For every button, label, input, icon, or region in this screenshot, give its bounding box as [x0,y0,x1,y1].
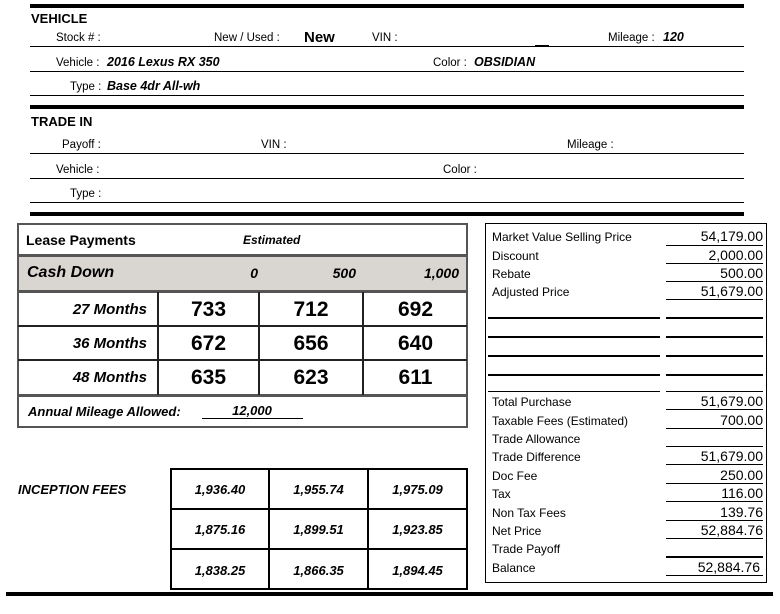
vehicle-value[interactable]: 2016 Lexus RX 350 [107,55,220,69]
cash-down-option-1[interactable]: 0 [250,265,258,281]
inception-fee-r1-c1[interactable]: 1,936.40 [194,482,246,497]
term-27-label: 27 Months [72,301,147,318]
blank-line-3-left [488,355,660,357]
trade-allowance-label: Trade Allowance [492,432,581,446]
discount-underline [666,263,763,264]
blank-line-4-left [488,374,660,376]
trade-vin-label: VIN : [261,139,287,151]
doc-fee-label: Doc Fee [492,469,538,483]
trade-difference-value[interactable]: 51,679.00 [700,448,763,464]
adjusted-price-label: Adjusted Price [492,285,570,299]
inception-fee-r2-c2[interactable]: 1,899.51 [293,522,344,537]
blank-line-5-right [666,391,763,392]
taxable-fees-label: Taxable Fees (Estimated) [492,414,629,428]
cash-down-label: Cash Down [27,264,115,281]
inception-fee-r1-c3[interactable]: 1,975.09 [392,482,443,497]
tax-label: Tax [492,487,511,501]
market-value-underline [666,245,763,246]
inception-fee-r2-c1[interactable]: 1,875.16 [194,522,246,537]
trade-row1-line [30,153,744,154]
lease-payments-title: Lease Payments [26,232,136,248]
payment-36-1000[interactable]: 640 [397,332,434,355]
taxable-fees-value[interactable]: 700.00 [720,412,763,428]
mileage-value[interactable]: 120 [663,30,684,44]
annual-mileage-label: Annual Mileage Allowed: [28,404,181,419]
payment-36-0[interactable]: 672 [190,332,227,355]
vehicle-bottom-border [30,105,744,109]
payment-27-500[interactable]: 712 [293,298,329,321]
mileage-label: Mileage : [608,32,655,44]
balance-label: Balance [492,561,536,575]
inception-fee-r2-c3[interactable]: 1,923.85 [392,522,443,537]
trade-row3-line [30,202,744,203]
non-tax-fees-label: Non Tax Fees [492,506,566,520]
vehicle-row1-line [30,46,744,47]
net-price-underline [666,538,763,539]
adjusted-price-value[interactable]: 51,679.00 [700,283,763,299]
color-value[interactable]: OBSIDIAN [474,55,536,69]
stock-label: Stock # : [56,32,101,44]
inception-row-line-2 [171,548,467,550]
inception-fee-r3-c3[interactable]: 1,894.45 [392,563,443,578]
vehicle-label: Vehicle : [56,57,100,69]
bottom-border [6,592,773,596]
trade-type-label: Type : [70,188,102,200]
payment-grid-row-line-1 [18,325,467,327]
blank-line-1-right [666,317,763,319]
term-48-label: 48 Months [72,369,147,386]
rebate-label: Rebate [492,267,531,281]
rebate-value[interactable]: 500.00 [720,265,763,281]
annual-mileage-underline [202,418,303,419]
trade-in-section-title: TRADE IN [31,114,93,129]
cash-down-option-3[interactable]: 1,000 [423,265,459,281]
total-purchase-value[interactable]: 51,679.00 [700,393,763,409]
inception-fee-r3-c1[interactable]: 1,838.25 [194,563,246,578]
blank-line-5-left [488,391,660,392]
non-tax-fees-underline [666,520,763,521]
trade-vehicle-label: Vehicle : [56,164,100,176]
trade-color-label: Color : [443,164,477,176]
top-border [30,4,744,8]
trade-payoff-underline [666,556,763,558]
inception-fees-title: INCEPTION FEES [18,482,127,497]
blank-line-3-right [666,355,763,357]
payoff-label: Payoff : [62,139,101,151]
annual-mileage-value[interactable]: 12,000 [232,403,272,418]
payment-48-500[interactable]: 623 [293,366,329,389]
doc-fee-value[interactable]: 250.00 [720,467,763,483]
trade-mileage-label: Mileage : [567,139,614,151]
inception-row-line-1 [171,508,467,510]
trade-payoff-label: Trade Payoff [492,542,561,556]
discount-label: Discount [492,249,539,263]
term-36-label: 36 Months [72,335,147,352]
trade-difference-underline [666,464,763,465]
trade-bottom-border [30,212,744,216]
balance-value[interactable]: 52,884.76 [697,559,760,575]
doc-fee-underline [666,483,763,484]
tax-underline [666,501,763,502]
payment-27-0[interactable]: 733 [190,298,227,321]
net-price-value[interactable]: 52,884.76 [700,522,763,538]
type-label: Type : [70,81,102,93]
vehicle-row3-line [30,95,744,96]
type-value[interactable]: Base 4dr All-wh [107,79,201,93]
total-purchase-label: Total Purchase [492,395,572,409]
color-label: Color : [433,57,467,69]
balance-underline [666,575,763,576]
inception-fee-r3-c2[interactable]: 1,866.35 [293,563,344,578]
payment-36-500[interactable]: 656 [293,332,329,355]
net-price-label: Net Price [492,524,542,538]
trade-row2-line [30,178,744,179]
vin-label: VIN : [372,32,398,44]
blank-line-2-left [488,336,660,338]
vehicle-section-title: VEHICLE [31,11,88,26]
blank-line-2-right [666,336,763,338]
payment-48-0[interactable]: 635 [190,366,227,389]
blank-line-1-left [488,317,660,319]
total-purchase-underline [666,409,763,410]
trade-difference-label: Trade Difference [492,450,581,464]
market-value-selling-price-label: Market Value Selling Price [492,230,632,244]
market-value-selling-price-value[interactable]: 54,179.00 [700,228,763,244]
new-used-value[interactable]: New [304,29,335,46]
vehicle-row2-line [30,71,744,72]
blank-line-4-right [666,374,763,376]
payment-grid-row-line-2 [18,359,467,361]
adjusted-price-underline [666,299,763,300]
non-tax-fees-value[interactable]: 139.76 [720,504,763,520]
inception-fee-r1-c2[interactable]: 1,955.74 [293,482,344,497]
discount-value[interactable]: 2,000.00 [708,247,763,263]
tax-value[interactable]: 116.00 [721,485,763,501]
cash-down-option-2[interactable]: 500 [332,265,356,281]
taxable-fees-underline [666,428,763,429]
new-used-label: New / Used : [214,32,280,44]
estimated-label: Estimated [243,233,301,247]
payment-27-1000[interactable]: 692 [397,298,434,321]
payment-48-1000[interactable]: 611 [398,366,433,389]
rebate-underline [666,281,763,282]
trade-allowance-underline [666,446,763,447]
